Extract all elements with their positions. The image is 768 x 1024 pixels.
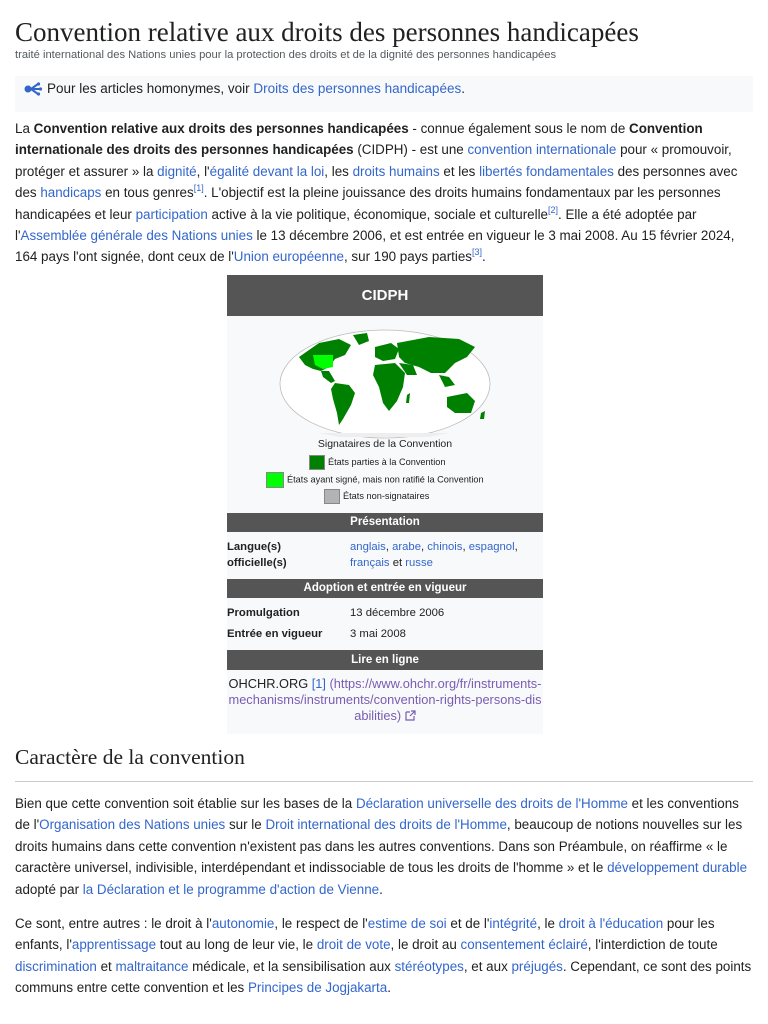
- link-apprentissage[interactable]: apprentissage: [71, 937, 157, 953]
- value-langues: anglais, arabe, chinois, espagnol, français et russe: [350, 541, 518, 569]
- link-egalite-devant-la-loi[interactable]: égalité devant la loi: [209, 163, 325, 179]
- link-dignite[interactable]: dignité: [157, 163, 197, 179]
- intro-paragraph: La Convention relative aux droits des personnes handicapées - connue également sous le nom de Convention internationale des droits des personnes handicapées (CIDPH) - est une convention internationale pour « promouvoir, protéger et assurer » la dignité, l'égalité devant la loi, les droits humains et les libertés fondamentales des personnes avec des handicaps en tous genres[1]. L'objectif est la pleine jouissance des droits humains fondamentaux par les personnes handicapées et leur participation active à la vie politique, économique, sociale et culturelle[2]. Elle a été adoptée par l'Assemblée générale des Nations unies le 13 décembre 2006, et est entrée en vigueur le 3 mai 2008. Au 15 février 2024, 164 pays l'ont signée, dont ceux de l'Union européenne, sur 190 pays parties[3].: [15, 121, 738, 265]
- link-droits-humains[interactable]: droits humains: [352, 163, 440, 179]
- legend-swatch-parties: [309, 455, 325, 470]
- section-divider: [15, 781, 753, 782]
- section-paragraph-1: Bien que cette convention soit établie sur les bases de la Déclaration universelle des droits de l'Homme et les conventions de l'Organisation des Nations unies sur le Droit international des droits de l'Homme, beaucoup de notions nouvelles sur les droits humains dans cette convention n'existent pas dans les autres conventions. Dans son Préambule, on réaffirme « le caractère universel, indivisible, interdépendant et indissociable de tous les droits de l'homme » et le développement durable adopté par la Déclaration et le programme d'action de Vienne.: [15, 796, 748, 897]
- link-prejuges[interactable]: préjugés: [511, 958, 563, 974]
- link-onu[interactable]: Organisation des Nations unies: [39, 817, 226, 833]
- label-entree-en-vigueur: Entrée en vigueur: [227, 628, 323, 640]
- infobox-header-presentation: Présentation: [227, 513, 543, 532]
- link-anglais[interactable]: anglais: [350, 541, 386, 553]
- label-promulgation[interactable]: Promulgation: [227, 607, 300, 619]
- link-estime-de-soi[interactable]: estime de soi: [367, 916, 447, 931]
- value-entree-en-vigueur: 3 mai 2008: [350, 628, 406, 640]
- link-autonomie[interactable]: autonomie: [211, 916, 275, 931]
- link-declaration-universelle[interactable]: Déclaration universelle des droits de l'Homme: [355, 796, 628, 811]
- legend-swatch-non-signataires: [324, 489, 340, 504]
- link-integrite[interactable]: intégrité: [489, 916, 538, 931]
- online-ref-link[interactable]: [1]: [311, 676, 326, 691]
- article-alt-name: Convention internationale des droits des personnes handicapées: [15, 121, 703, 158]
- link-espagnol[interactable]: espagnol: [468, 541, 515, 553]
- infobox-header-online: Lire en ligne: [227, 650, 543, 670]
- link-chinois[interactable]: chinois: [427, 541, 463, 553]
- link-droit-international[interactable]: Droit international des droits de l'Homme: [265, 817, 507, 833]
- legend-item-parties: États parties à la Convention: [309, 455, 445, 470]
- link-stereotypes[interactable]: stéréotypes: [394, 958, 464, 974]
- infobox: [227, 275, 543, 734]
- legend-item-signed: États ayant signé, mais non ratifié la Convention: [266, 472, 484, 488]
- page-title: Convention relative aux droits des personnes handicapées: [15, 17, 639, 47]
- link-consentement-eclaire[interactable]: consentement éclairé: [460, 937, 588, 953]
- link-participation[interactable]: participation: [135, 206, 208, 222]
- map-caption: Signataires de la Convention: [317, 438, 453, 450]
- link-handicaps[interactable]: handicaps: [40, 185, 102, 201]
- label-langues: Langue(s) officielle(s): [227, 541, 287, 569]
- external-link-icon: [405, 710, 416, 721]
- legend-swatch-signed: [266, 472, 284, 488]
- reference-2[interactable]: [2]: [548, 204, 559, 215]
- hatnote: Pour les articles homonymes, voir Droits des personnes handicapées.: [15, 76, 753, 112]
- section-paragraph-2: Ce sont, entre autres : le droit à l'autonomie, le respect de l'estime de soi et de l'intégrité, le droit à l'éducation pour les enfants, l'apprentissage tout au long de leur vie, le droit de vote, le droit au consentement éclairé, l'interdiction de toute discrimination et maltraitance médicale, et la sensibilisation aux stéréotypes, et aux préjugés. Cependant, ce sont des points communs entre cette convention et les Principes de Jogjakarta.: [15, 916, 752, 996]
- page-subtitle: traité international des Nations unies pour la protection des droits et de la dignité des personnes handicapées: [15, 49, 557, 61]
- infobox-header-adoption: Adoption et entrée en vigueur: [227, 579, 543, 598]
- link-libertes-fondamentales[interactable]: libertés fondamentales: [479, 163, 614, 179]
- link-declaration-vienne[interactable]: la Déclaration et le programme d'action de Vienne: [82, 881, 380, 897]
- value-promulgation: 13 décembre 2006: [350, 607, 445, 619]
- hatnote-text: Pour les articles homonymes, voir: [47, 81, 254, 96]
- link-droit-de-vote[interactable]: droit de vote: [316, 937, 391, 953]
- article-subject: Convention relative aux droits des personnes handicapées: [33, 121, 409, 136]
- link-francais[interactable]: français: [350, 557, 390, 569]
- link-arabe[interactable]: arabe: [392, 541, 421, 553]
- online-link-block: OHCHR.ORG [1] (https://www.ohchr.org/fr/instruments-mechanisms/instruments/convention-rights-persons-disabilities): [228, 676, 542, 723]
- link-developpement-durable[interactable]: développement durable: [607, 860, 748, 876]
- link-maltraitance[interactable]: maltraitance: [115, 958, 189, 974]
- legend-item-non-signataires: États non-signataires: [324, 489, 429, 504]
- link-convention-internationale[interactable]: convention internationale: [467, 142, 617, 158]
- link-union-europeenne[interactable]: Union européenne: [233, 249, 344, 265]
- link-discrimination[interactable]: discrimination: [15, 958, 97, 974]
- reference-1[interactable]: [1]: [193, 183, 204, 194]
- infobox-title: CIDPH: [227, 275, 543, 316]
- section-heading: Caractère de la convention: [15, 745, 245, 769]
- reference-3[interactable]: [3]: [472, 247, 483, 258]
- disambiguation-icon: [23, 82, 43, 96]
- world-map-image[interactable]: [279, 329, 491, 439]
- ohchr-url-link[interactable]: (https://www.ohchr.org/fr/instruments-mechanisms/instruments/convention-rights-persons-disabilities): [228, 676, 542, 723]
- link-principes-jogjakarta[interactable]: Principes de Jogjakarta: [247, 980, 388, 996]
- link-droit-education[interactable]: droit à l'éducation: [558, 916, 664, 931]
- link-assemblee-generale[interactable]: Assemblée générale des Nations unies: [20, 228, 253, 244]
- hatnote-link[interactable]: Droits des personnes handicapées: [253, 81, 462, 96]
- link-russe[interactable]: russe: [405, 557, 433, 569]
